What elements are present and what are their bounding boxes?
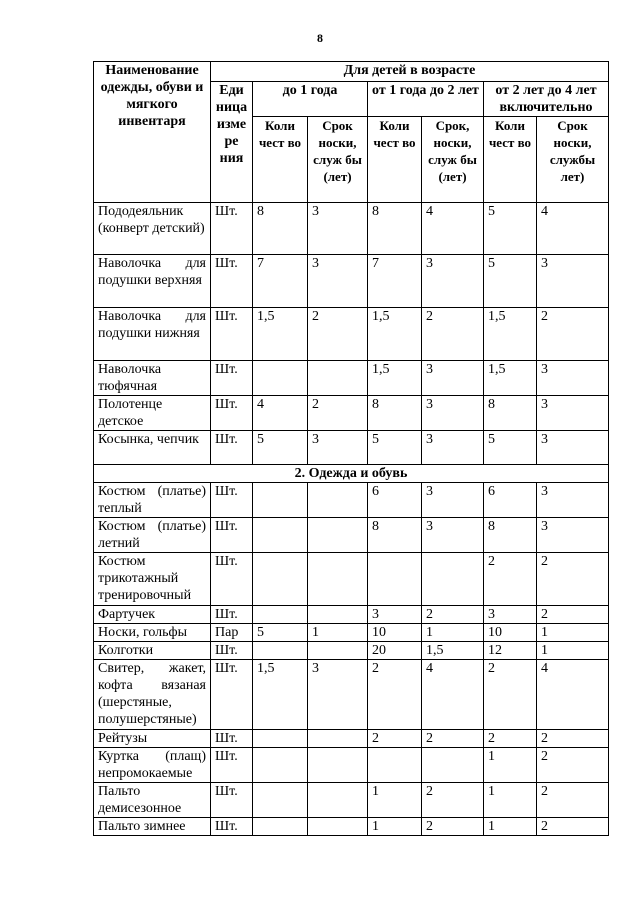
item-quantity	[253, 483, 308, 518]
header-group-2: от 1 года до 2 лет	[368, 82, 484, 117]
item-service-term: 3	[537, 255, 609, 308]
item-quantity: 10	[368, 624, 422, 642]
item-service-term: 1	[537, 624, 609, 642]
item-unit: Шт.	[211, 783, 253, 818]
item-quantity: 1	[484, 783, 537, 818]
item-quantity	[368, 748, 422, 783]
item-quantity	[253, 818, 308, 836]
item-quantity: 5	[484, 203, 537, 255]
item-quantity: 8	[484, 396, 537, 431]
item-quantity: 6	[484, 483, 537, 518]
item-quantity: 3	[368, 606, 422, 624]
item-name: Носки, гольфы	[94, 624, 211, 642]
item-service-term: 2	[308, 396, 368, 431]
item-quantity	[253, 518, 308, 553]
item-unit: Шт.	[211, 730, 253, 748]
item-quantity: 5	[368, 431, 422, 465]
item-quantity: 8	[253, 203, 308, 255]
item-quantity	[253, 748, 308, 783]
item-service-term: 3	[422, 431, 484, 465]
item-service-term: 3	[422, 483, 484, 518]
item-quantity: 8	[368, 203, 422, 255]
item-quantity	[253, 606, 308, 624]
item-service-term: 3	[308, 203, 368, 255]
item-service-term	[308, 518, 368, 553]
item-service-term: 3	[422, 255, 484, 308]
item-service-term: 2	[308, 308, 368, 361]
table-row	[94, 396, 609, 431]
item-quantity	[253, 730, 308, 748]
item-service-term: 2	[537, 606, 609, 624]
item-service-term: 4	[422, 203, 484, 255]
item-service-term: 2	[537, 730, 609, 748]
item-quantity: 1	[484, 818, 537, 836]
item-name: Наволочка для подушки нижняя	[94, 308, 211, 361]
item-quantity: 12	[484, 642, 537, 660]
item-unit: Шт.	[211, 203, 253, 255]
table-row	[94, 553, 609, 606]
item-unit: Шт.	[211, 361, 253, 396]
table-row	[94, 431, 609, 465]
table-row	[94, 518, 609, 553]
item-quantity: 1,5	[484, 308, 537, 361]
header-term-1: Срок носки, служ бы (лет)	[308, 117, 368, 203]
table-row	[94, 255, 609, 308]
table-row	[94, 308, 609, 361]
table-row	[94, 730, 609, 748]
item-service-term: 3	[308, 660, 368, 730]
header-term-3: Срок носки, службы лет)	[537, 117, 609, 203]
item-name: Свитер, жакет, кофта вязаная (шерстяные, полушерстяные)	[94, 660, 211, 730]
item-unit: Шт.	[211, 483, 253, 518]
section-2-title: 2. Одежда и обувь	[94, 465, 609, 483]
page-number: 8	[317, 31, 323, 45]
table-body-part2	[94, 483, 609, 836]
item-service-term: 1	[308, 624, 368, 642]
item-quantity: 5	[484, 431, 537, 465]
section-2	[94, 465, 609, 483]
header-name-column: Наименование одежды, обуви и мягкого инвентаря	[94, 62, 211, 203]
item-name: Пододеяльник (конверт детский)	[94, 203, 211, 255]
item-service-term: 2	[422, 308, 484, 361]
item-quantity: 5	[253, 624, 308, 642]
item-service-term: 1	[422, 624, 484, 642]
item-service-term	[308, 783, 368, 818]
item-quantity: 2	[484, 553, 537, 606]
item-service-term: 2	[422, 783, 484, 818]
table-row	[94, 660, 609, 730]
clothing-norms-table	[93, 61, 609, 836]
item-quantity: 1	[368, 783, 422, 818]
item-service-term	[422, 553, 484, 606]
table-header	[94, 62, 609, 203]
item-service-term: 2	[537, 308, 609, 361]
item-unit: Шт.	[211, 308, 253, 361]
item-service-term: 2	[537, 783, 609, 818]
table-body-part1	[94, 203, 609, 465]
item-service-term	[308, 730, 368, 748]
item-unit: Шт.	[211, 606, 253, 624]
item-service-term	[422, 748, 484, 783]
table-row	[94, 748, 609, 783]
table-row	[94, 818, 609, 836]
item-service-term	[308, 818, 368, 836]
header-age-group: Для детей в возрасте	[211, 62, 609, 82]
item-quantity: 1	[484, 748, 537, 783]
item-service-term	[308, 553, 368, 606]
item-quantity	[253, 642, 308, 660]
item-name: Костюм (платье) летний	[94, 518, 211, 553]
table-row	[94, 483, 609, 518]
header-group-3: от 2 лет до 4 лет включительно	[484, 82, 609, 117]
item-quantity: 7	[368, 255, 422, 308]
item-quantity: 8	[484, 518, 537, 553]
header-qty-1: Коли чест во	[253, 117, 308, 203]
item-name: Рейтузы	[94, 730, 211, 748]
item-service-term	[308, 361, 368, 396]
item-unit: Пар	[211, 624, 253, 642]
item-quantity: 1,5	[368, 361, 422, 396]
item-unit: Шт.	[211, 660, 253, 730]
item-unit: Шт.	[211, 553, 253, 606]
item-service-term	[308, 748, 368, 783]
item-unit: Шт.	[211, 642, 253, 660]
item-name: Костюм (платье) теплый	[94, 483, 211, 518]
item-quantity: 5	[484, 255, 537, 308]
item-service-term: 3	[308, 255, 368, 308]
item-quantity: 2	[484, 730, 537, 748]
item-unit: Шт.	[211, 396, 253, 431]
item-service-term: 4	[422, 660, 484, 730]
table-row	[94, 783, 609, 818]
item-service-term: 3	[537, 396, 609, 431]
item-service-term: 2	[537, 553, 609, 606]
item-service-term: 2	[537, 818, 609, 836]
item-quantity: 1,5	[368, 308, 422, 361]
item-quantity: 1	[368, 818, 422, 836]
item-service-term: 3	[422, 518, 484, 553]
item-unit: Шт.	[211, 748, 253, 783]
item-service-term: 3	[422, 396, 484, 431]
table-row	[94, 642, 609, 660]
item-quantity: 3	[484, 606, 537, 624]
table-row	[94, 203, 609, 255]
item-quantity: 7	[253, 255, 308, 308]
item-service-term: 3	[537, 431, 609, 465]
item-name: Полотенце детское	[94, 396, 211, 431]
item-quantity: 8	[368, 396, 422, 431]
item-unit: Шт.	[211, 431, 253, 465]
item-service-term: 3	[422, 361, 484, 396]
item-quantity: 4	[253, 396, 308, 431]
item-quantity: 6	[368, 483, 422, 518]
item-unit: Шт.	[211, 518, 253, 553]
item-quantity	[253, 783, 308, 818]
item-quantity	[253, 361, 308, 396]
table-row	[94, 361, 609, 396]
item-quantity: 1,5	[484, 361, 537, 396]
item-quantity: 20	[368, 642, 422, 660]
item-service-term: 2	[537, 748, 609, 783]
item-service-term	[308, 483, 368, 518]
item-name: Костюм трикотажный тренировочный	[94, 553, 211, 606]
item-quantity: 2	[484, 660, 537, 730]
item-name: Пальто демисезонное	[94, 783, 211, 818]
item-service-term	[308, 642, 368, 660]
item-name: Фартучек	[94, 606, 211, 624]
table-row	[94, 606, 609, 624]
item-service-term: 3	[537, 483, 609, 518]
item-service-term: 3	[537, 361, 609, 396]
header-group-1: до 1 года	[253, 82, 368, 117]
item-quantity: 5	[253, 431, 308, 465]
item-service-term	[308, 606, 368, 624]
item-service-term: 1	[537, 642, 609, 660]
item-service-term: 4	[537, 203, 609, 255]
item-quantity	[368, 553, 422, 606]
item-service-term: 1,5	[422, 642, 484, 660]
item-service-term: 2	[422, 818, 484, 836]
table-row	[94, 624, 609, 642]
item-service-term: 3	[537, 518, 609, 553]
item-quantity: 10	[484, 624, 537, 642]
item-service-term: 2	[422, 606, 484, 624]
item-name: Наволочка тюфячная	[94, 361, 211, 396]
item-name: Наволочка для подушки верхняя	[94, 255, 211, 308]
item-quantity: 8	[368, 518, 422, 553]
item-quantity: 2	[368, 730, 422, 748]
item-service-term: 2	[422, 730, 484, 748]
header-term-2: Срок, носки, служ бы (лет)	[422, 117, 484, 203]
item-quantity: 1,5	[253, 308, 308, 361]
header-qty-2: Коли чест во	[368, 117, 422, 203]
item-service-term: 3	[308, 431, 368, 465]
item-unit: Шт.	[211, 255, 253, 308]
item-unit: Шт.	[211, 818, 253, 836]
item-quantity: 2	[368, 660, 422, 730]
item-service-term: 4	[537, 660, 609, 730]
item-name: Колготки	[94, 642, 211, 660]
header-unit-column: Еди ница изме ре ния	[211, 82, 253, 203]
item-name: Куртка (плащ) непромокаемые	[94, 748, 211, 783]
header-qty-3: Коли чест во	[484, 117, 537, 203]
item-quantity: 1,5	[253, 660, 308, 730]
item-quantity	[253, 553, 308, 606]
item-name: Пальто зимнее	[94, 818, 211, 836]
item-name: Косынка, чепчик	[94, 431, 211, 465]
